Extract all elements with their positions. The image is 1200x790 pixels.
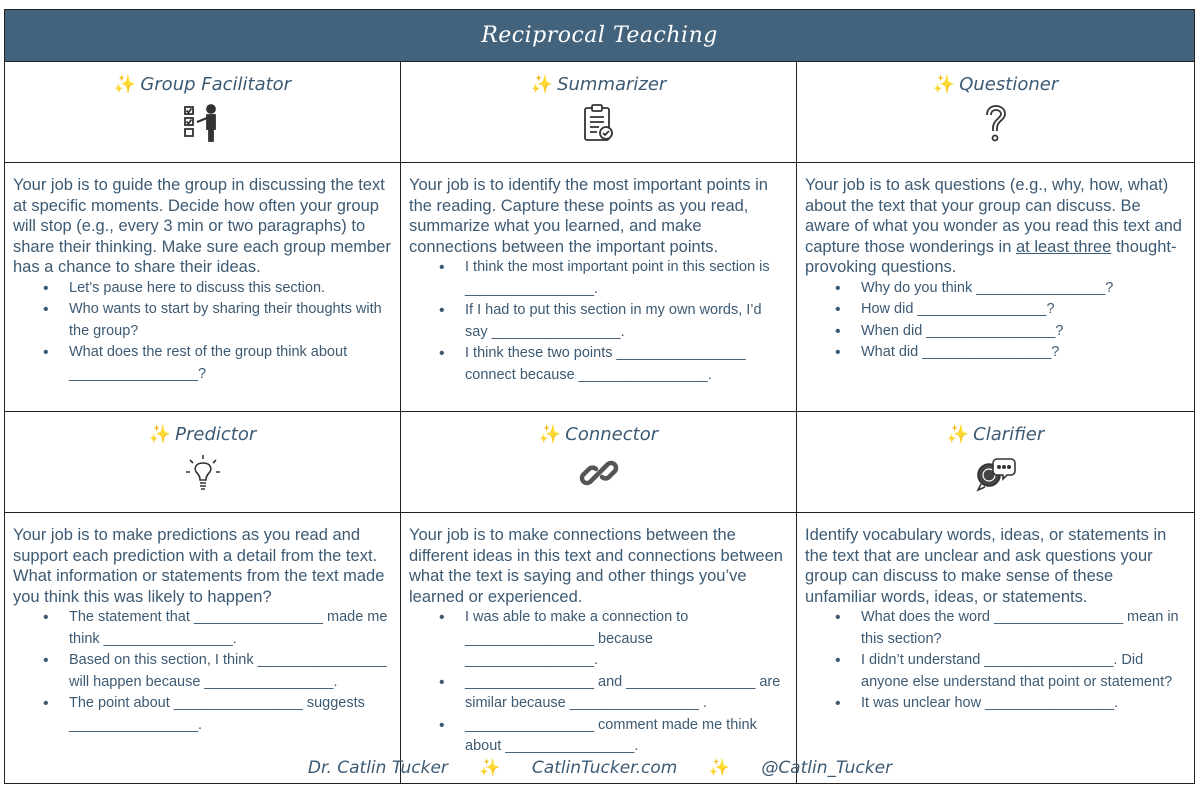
speech-bubble-question-icon [975, 453, 1017, 493]
prompt-list [805, 278, 1186, 364]
role-body-predictor [5, 513, 401, 784]
prompt-item: • Why do you think ________________? [835, 278, 1186, 300]
role-header-questioner [797, 62, 1195, 163]
prompt-item: • ________________ comment made me think about ________________. [439, 715, 788, 758]
description-text: thought-provoking questions. [805, 237, 1177, 276]
prompt-item: • What does the rest of the group think about ________________? [43, 342, 392, 385]
prompt-item: • ________________ and ________________ are similar because ________________ . [439, 672, 788, 715]
prompt-item: • I didn’t understand ________________. Did anyone else understand that point or statement? [835, 650, 1186, 693]
prompt-item: • I think these two points ________________ connect because ________________. [439, 343, 788, 386]
prompt-item: • Let’s pause here to discuss this section. [43, 278, 392, 300]
prompt-item: • Based on this section, I think ________________ will happen because ________________. [43, 650, 392, 693]
prompt-list [409, 257, 788, 386]
prompt-item: • What did ________________? [835, 342, 1186, 364]
role-description: Identify vocabulary words, ideas, or statements in the text that are unclear and ask questions your group can discuss to make sense of these unfamiliar words, ideas, or statements. [805, 526, 1167, 606]
role-description: Your job is to make connections between the different ideas in this text and connections between what the text is saying and other things you’ve learned or experienced. [409, 526, 783, 606]
prompt-item: • How did ________________? [835, 299, 1186, 321]
footer-author: Dr. Catlin Tucker [307, 758, 448, 778]
sparkle-icon: ✨ [479, 758, 501, 778]
prompt-list [13, 278, 392, 386]
role-body-clarifier [797, 513, 1195, 784]
role-header-clarifier [797, 412, 1195, 513]
prompt-item: • If I had to put this section in my own words, I’d say ________________. [439, 300, 788, 343]
role-name: Summarizer [557, 74, 667, 95]
role-header-group-facilitator [5, 62, 401, 163]
role-name: Predictor [175, 424, 257, 445]
role-body-connector [401, 513, 797, 784]
role-header-summarizer [401, 62, 797, 163]
prompt-item: • When did ________________? [835, 321, 1186, 343]
role-body-questioner [797, 163, 1195, 412]
clipboard-check-icon [582, 103, 616, 143]
sparkle-icon: ✨ [708, 758, 730, 778]
roles-table [4, 9, 1195, 784]
prompt-list [13, 607, 392, 736]
footer-credits [0, 758, 1200, 778]
prompt-list [409, 607, 788, 758]
prompt-item: • I was able to make a connection to ________________ because ________________. [439, 607, 788, 672]
role-description: Your job is to guide the group in discussing the text at specific moments. Decide how often your group will stop (e.g., every 3 min or two paragraphs) to share their thinking. Make sure each group member has a chance to share their ideas. [13, 176, 391, 276]
role-description [805, 175, 1186, 278]
role-header-connector [401, 412, 797, 513]
footer-handle[interactable]: @Catlin_Tucker [761, 758, 893, 778]
presenter-checklist-icon [183, 103, 223, 143]
description-text: Your job is to ask questions (e.g., why, how, what) about the text that your group can discuss. Be aware of what you wonder as you read this text and capture those wonderings in [805, 176, 1182, 256]
lightbulb-icon [183, 453, 223, 493]
description-underlined: at least three [1015, 237, 1112, 256]
role-name: Clarifier [973, 424, 1045, 445]
role-name: Connector [565, 424, 659, 445]
prompt-item: • The point about ________________ suggests ________________. [43, 693, 392, 736]
prompt-list [805, 607, 1186, 715]
sparkle-icon: ✨ [113, 74, 137, 95]
sparkle-icon: ✨ [148, 424, 172, 445]
sparkle-icon: ✨ [538, 424, 562, 445]
prompt-item: • The statement that ________________ made me think ________________. [43, 607, 392, 650]
role-name: Questioner [959, 74, 1059, 95]
page-title: Reciprocal Teaching [5, 10, 1195, 62]
sparkle-icon: ✨ [530, 74, 554, 95]
role-header-predictor [5, 412, 401, 513]
prompt-item: • What does the word ________________ mean in this section? [835, 607, 1186, 650]
role-description: Your job is to make predictions as you read and support each prediction with a detail from the text. What information or statements from the text made you think this was likely to happen? [13, 526, 385, 606]
chain-link-icon [579, 453, 619, 493]
prompt-item: • I think the most important point in this section is ________________. [439, 257, 788, 300]
role-description: Your job is to identify the most important points in the reading. Capture these points as you read, summarize what you learned, and make connections between the important points. [409, 176, 768, 256]
sparkle-icon: ✨ [946, 424, 970, 445]
role-name: Group Facilitator [140, 74, 292, 95]
role-body-group-facilitator [5, 163, 401, 412]
footer-website[interactable]: CatlinTucker.com [531, 758, 678, 778]
question-mark-icon [981, 103, 1011, 143]
reciprocal-teaching-sheet [4, 9, 1194, 784]
prompt-item: • It was unclear how ________________. [835, 693, 1186, 715]
sparkle-icon: ✨ [932, 74, 956, 95]
prompt-item: • Who wants to start by sharing their thoughts with the group? [43, 299, 392, 342]
role-body-summarizer [401, 163, 797, 412]
